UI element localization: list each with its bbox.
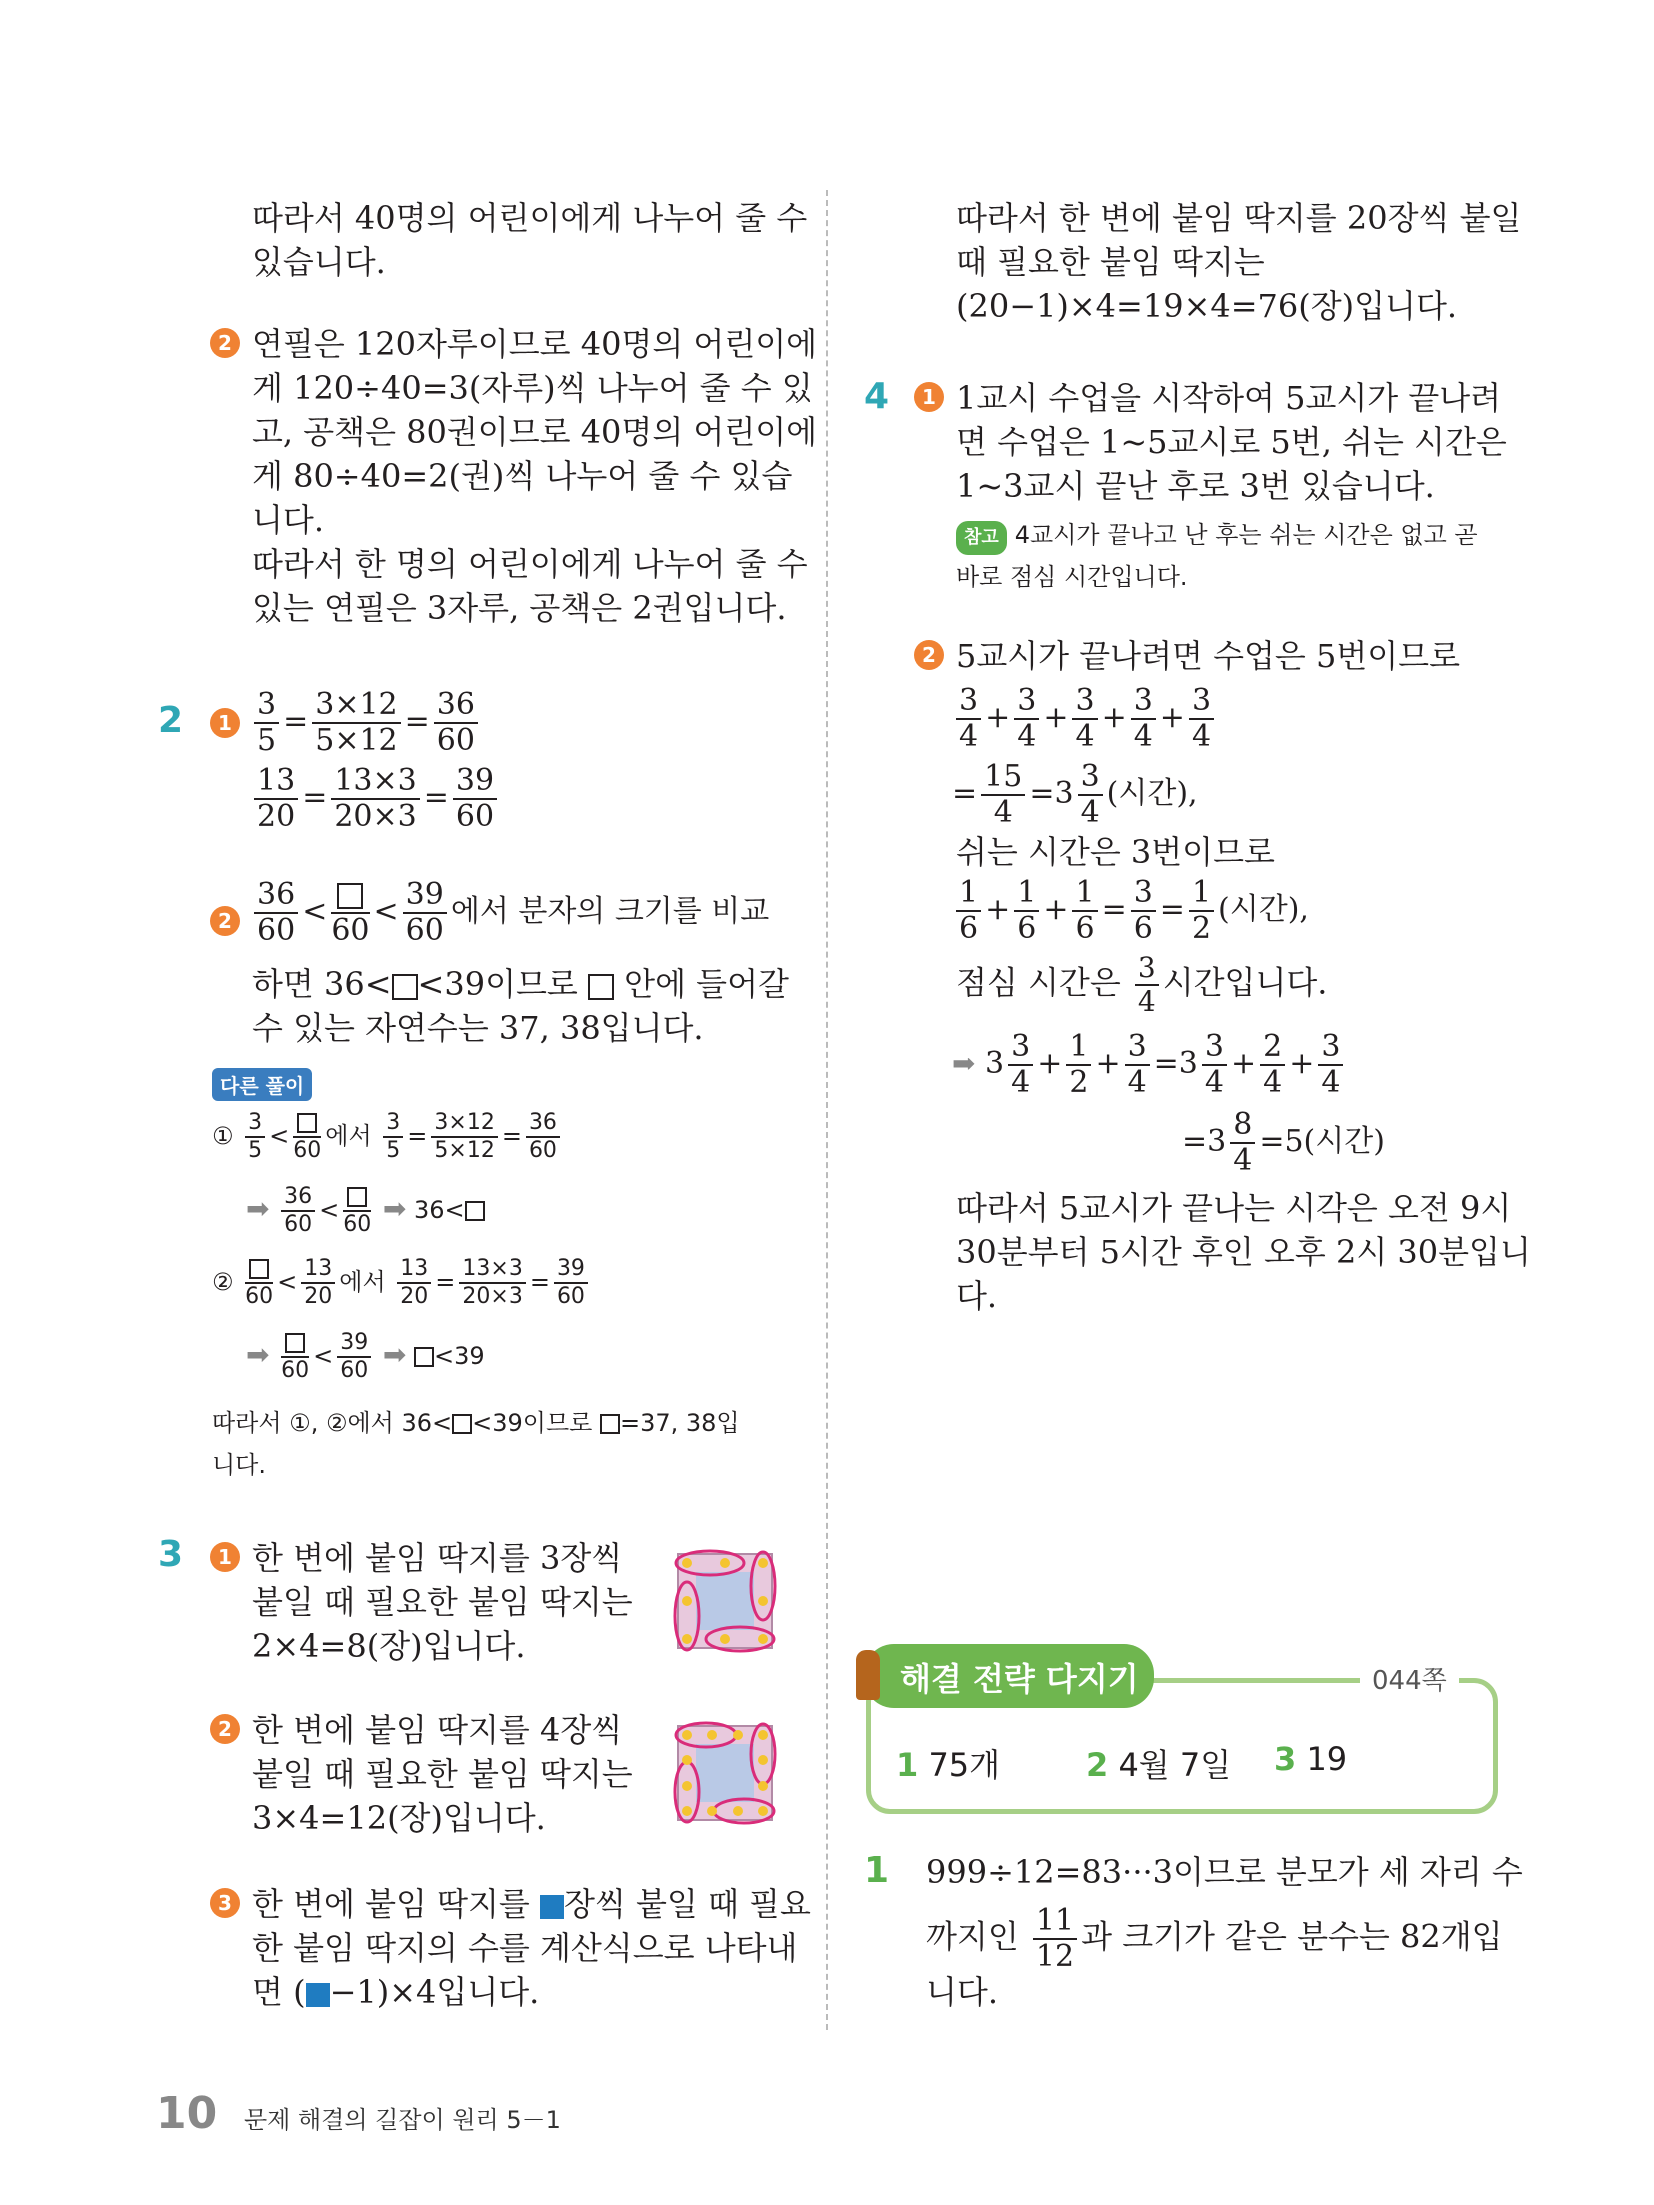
text-line: 게 120÷40=3(자루)씩 나누어 줄 수 있	[252, 369, 813, 407]
step-2-circle-icon: 2	[210, 328, 240, 358]
text-line: 3×4=12(장)입니다.	[252, 1799, 546, 1837]
note-line: 참고 4교시가 끝나고 난 후는 쉬는 시간은 없고 곧	[956, 518, 1478, 555]
blue-square-icon	[540, 1895, 564, 1919]
equation-line: ➡ 3 $\frac{3}{4}$ + $\frac{1}{2}$ + $\frac{3}{4}$ =3 $\frac{3}{4}$ + $\frac{2}{4}$ + $\frac{3}{4}$	[952, 1032, 1347, 1098]
step-1-circle-icon: 1	[914, 382, 944, 412]
text-line: 따라서 5교시가 끝나는 시각은 오전 9시	[956, 1189, 1512, 1227]
text-line: 때 필요한 붙임 딱지는	[956, 243, 1265, 281]
text-line: 따라서 한 명의 어린이에게 나누어 줄 수	[252, 545, 808, 583]
step-3-circle-icon: 3	[210, 1888, 240, 1918]
step-1-circle-icon: 1	[210, 1542, 240, 1572]
question-number: 4	[864, 376, 890, 417]
text-line: 2×4=8(장)입니다.	[252, 1627, 526, 1665]
text-line: 따라서 한 변에 붙임 딱지를 20장씩 붙일	[956, 199, 1522, 237]
text-line: 하면 36< <39이므로 안에 들어갈	[252, 965, 789, 1003]
alt-step-2-result: ➡ 60 < $\frac{39}{60}$ ➡ <39	[246, 1330, 485, 1383]
blue-square-icon	[306, 1983, 330, 2007]
text-line: 연필은 120자루이므로 40명의 어린이에	[252, 325, 818, 363]
text-line: 5교시가 끝나려면 수업은 5번이므로	[956, 637, 1461, 675]
note-line: 바로 점심 시간입니다.	[956, 563, 1188, 591]
alt-step-2: ② 60 < $\frac{13}{20}$ 에서 $\frac{13}{20}$ = $\frac{13\times 3}{20\times 3}$ = $\frac{39}{60}$	[212, 1258, 592, 1308]
question-number: 2	[158, 700, 184, 741]
text-line: 면 ( −1)×4입니다.	[252, 1973, 540, 2011]
equation-line: $\frac{13}{20}$ = $\frac{13\times 3}{20\times 3}$ = $\frac{39}{60}$	[250, 766, 501, 832]
text-line: 30분부터 5시간 후인 오후 2시 30분입니	[956, 1233, 1531, 1271]
text-line: 한 붙임 딱지의 수를 계산식으로 나타내	[252, 1929, 798, 1967]
text-line: 있습니다.	[252, 243, 386, 281]
answer-row: 1 75개	[896, 1746, 1001, 1784]
text-line: 999÷12=83···3이므로 분모가 세 자리 수	[926, 1853, 1523, 1891]
alt-conclusion: 따라서 ①, ②에서 36< <39이므로 =37, 38입	[212, 1409, 740, 1437]
text-line: 고, 공책은 80권이므로 40명의 어린이에	[252, 413, 818, 451]
step-2-circle-icon: 2	[210, 906, 240, 936]
text-line: 붙일 때 필요한 붙임 딱지는	[252, 1755, 633, 1793]
bird-mascot-icon	[856, 1650, 880, 1700]
column-divider	[826, 190, 828, 2030]
text-line: 한 변에 붙임 딱지를 4장씩	[252, 1711, 623, 1749]
text-fragment: 에서 분자의 크기를 비교	[450, 894, 770, 929]
equation-line: =3 $\frac{8}{4}$ =5(시간)	[1182, 1107, 1385, 1178]
step-1-circle-icon: 1	[210, 708, 240, 738]
text-line: (20−1)×4=19×4=76(장)입니다.	[956, 287, 1458, 325]
alt-solution-badge: 다른 풀이	[212, 1068, 312, 1101]
text-line: 까지인 $\frac{11}{12}$ 과 크기가 같은 분수는 82개입	[926, 1903, 1503, 1974]
text-line: 게 80÷40=2(권)씩 나누어 줄 수 있습	[252, 457, 793, 495]
alt-step-1-result: ➡ $\frac{36}{60}$ < 60 ➡ 36<	[246, 1186, 485, 1236]
text-line: 한 변에 붙임 딱지를 장씩 붙일 때 필요	[252, 1885, 811, 1923]
equation-line: 점심 시간은 $\frac{3}{4}$ 시간입니다.	[956, 951, 1328, 1018]
text-line: 쉬는 시간은 3번이므로	[956, 833, 1275, 871]
equation-line: $\frac{36}{60}$ < 60 < $\frac{39}{60}$ 에서 분자의 크기를 비교	[250, 880, 769, 946]
strategy-title-text: 해결 전략 다지기	[900, 1660, 1139, 1698]
text-line: 1교시 수업을 시작하여 5교시가 끝나려	[956, 379, 1502, 417]
text-line: 따라서 40명의 어린이에게 나누어 줄 수	[252, 199, 808, 237]
question-number: 1	[864, 1850, 890, 1891]
note-badge: 참고	[956, 521, 1007, 555]
answer-row: 2 4월 7일	[1086, 1746, 1232, 1784]
text-line: 수 있는 자연수는 37, 38입니다.	[252, 1009, 704, 1047]
strategy-page-ref: 044쪽	[1360, 1660, 1459, 1697]
equation-line: $\frac{1}{6}$ + $\frac{1}{6}$ + $\frac{1}{6}$ = $\frac{3}{6}$ = $\frac{1}{2}$ (시간),	[952, 878, 1309, 944]
text-line: 한 변에 붙임 딱지를 3장씩	[252, 1539, 623, 1577]
sticker-square-figure	[670, 1546, 780, 1656]
text-line: 니다.	[926, 1973, 998, 2011]
step-2-circle-icon: 2	[914, 640, 944, 670]
equation-line: $\frac{3}{4}$ + $\frac{3}{4}$ + $\frac{3}{4}$ + $\frac{3}{4}$ + $\frac{3}{4}$	[952, 686, 1218, 752]
text-line: 니다.	[252, 501, 324, 539]
text-line: 1~3교시 끝난 후로 3번 있습니다.	[956, 467, 1435, 505]
book-title: 문제 해결의 길잡이 원리 5－1	[244, 2106, 561, 2134]
alt-conclusion: 니다.	[212, 1451, 266, 1479]
text-line: 있는 연필은 3자루, 공책은 2권입니다.	[252, 589, 787, 627]
equation-line: = $\frac{15}{4}$ =3 $\frac{3}{4}$ (시간),	[952, 759, 1198, 830]
text-line: 다.	[956, 1277, 998, 1315]
answer-row: 3 19	[1274, 1740, 1348, 1778]
equation-line: $\frac{3}{5}$ = $\frac{3\times 12}{5\times 12}$ = $\frac{36}{60}$	[250, 690, 482, 756]
step-2-circle-icon: 2	[210, 1714, 240, 1744]
question-number: 3	[158, 1534, 184, 1575]
alt-step-1: ① $\frac{3}{5}$ < 60 에서 $\frac{3}{5}$ = $\frac{3\times 12}{5\times 12}$ = $\frac{36}{60}$	[212, 1112, 564, 1162]
text-line: 면 수업은 1~5교시로 5번, 쉬는 시간은	[956, 423, 1507, 461]
page-number: 10	[156, 2088, 218, 2139]
text-line: 붙일 때 필요한 붙임 딱지는	[252, 1583, 633, 1621]
sticker-square-figure	[670, 1718, 780, 1828]
